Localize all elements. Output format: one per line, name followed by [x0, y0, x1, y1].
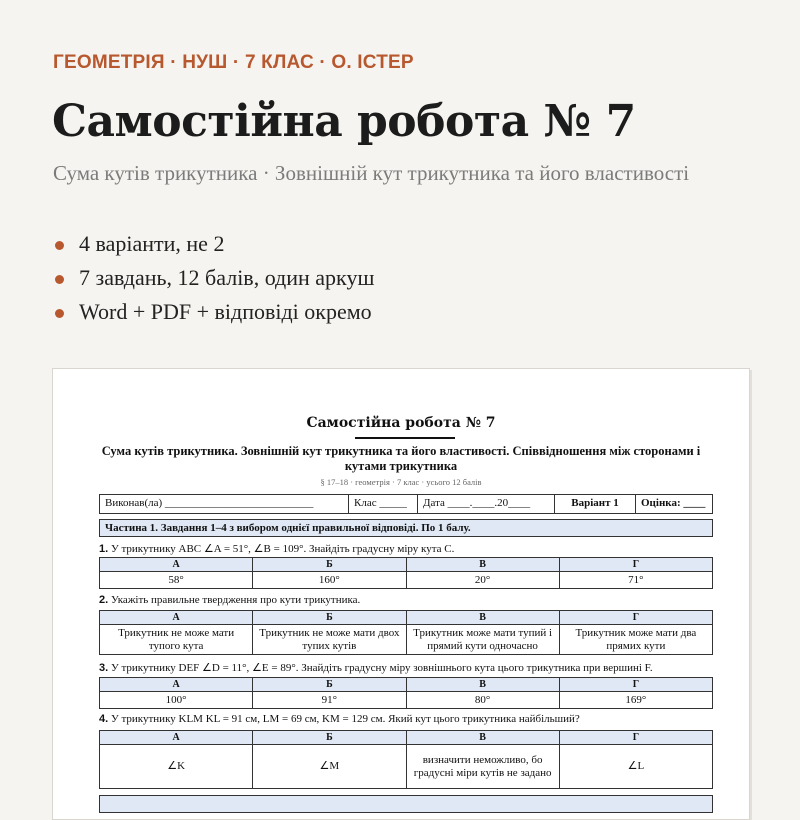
variant-field: Варіант 1: [555, 495, 636, 513]
answer-option: 58°: [100, 572, 253, 589]
option-letter: В: [406, 678, 559, 692]
class-field: Клас _____: [349, 495, 418, 513]
feature-item: [53, 231, 374, 265]
option-letter: А: [100, 678, 253, 692]
grade-field: Оцінка: ____: [641, 497, 706, 509]
worksheet-meta: § 17–18 · геометрія · 7 клас · усього 12 балів: [320, 477, 482, 487]
question-text: У трикутнику ABC ∠A = 51°, ∠B = 109°. Знайдіть градусну міру кута C.: [110, 543, 455, 555]
option-letter: В: [406, 611, 559, 625]
answer-option: ∠M: [253, 745, 406, 789]
question-2: [99, 594, 711, 606]
page-title: Самостійна робота № 7: [52, 96, 636, 147]
answer-option: Трикутник не може мати тупого кута: [100, 625, 253, 655]
option-letter: Б: [253, 731, 406, 745]
question-number: 2.: [99, 594, 109, 606]
question-number: 4.: [99, 713, 109, 725]
answer-option: визначити неможливо, бо градусні міри кутів не задано: [406, 745, 559, 789]
question-1: [99, 542, 711, 555]
option-letter: В: [406, 558, 559, 572]
answer-table-1: [99, 557, 713, 589]
question-number: 1.: [99, 543, 109, 555]
feature-item: [53, 299, 374, 333]
option-letter: Б: [253, 558, 406, 572]
option-letter: А: [100, 731, 253, 745]
option-letter: Б: [253, 678, 406, 692]
question-text: У трикутнику DEF ∠D = 11°, ∠E = 89°. Знайдіть градусну міру зовнішнього кута цього трикутника при вершині F.: [110, 662, 653, 674]
question-3: [99, 661, 711, 674]
answer-option: 100°: [100, 692, 253, 709]
feature-list: [53, 231, 374, 333]
bullet-dot-icon: [55, 309, 64, 318]
option-letter: Г: [559, 678, 712, 692]
answer-table-4: [99, 730, 713, 789]
question-4: [99, 713, 711, 725]
name-field: Виконав(ла) ___________________________: [100, 495, 349, 513]
option-letter: А: [100, 611, 253, 625]
answer-option: ∠L: [559, 745, 712, 789]
feature-text: Word + PDF + відповіді окремо: [79, 299, 372, 324]
answer-option: Трикутник не може мати двох тупих кутів: [253, 625, 406, 655]
next-part-heading: [99, 795, 713, 813]
option-letter: Г: [559, 611, 712, 625]
date-field: Дата ____.____.20____: [418, 495, 555, 513]
bullet-dot-icon: [55, 241, 64, 250]
question-text: Укажіть правильне твердження про кути трикутника.: [110, 594, 361, 606]
answer-option: ∠K: [100, 745, 253, 789]
answer-option: 20°: [406, 572, 559, 589]
part-heading: Частина 1. Завдання 1–4 з вибором однієї правильної відповіді. По 1 балу.: [99, 519, 713, 537]
feature-text: 4 варіанти, не 2: [79, 231, 225, 256]
answer-option: 80°: [406, 692, 559, 709]
answer-table-2: [99, 610, 713, 655]
option-letter: Г: [559, 731, 712, 745]
worksheet-subtitle: Сума кутів трикутника. Зовнішній кут трикутника та його властивості. Співвідношення між сторонами і кутами трикутника: [101, 444, 701, 473]
title-underline: [355, 437, 455, 439]
question-number: 3.: [99, 662, 109, 674]
option-letter: В: [406, 731, 559, 745]
answer-option: 71°: [559, 572, 712, 589]
page-subtitle: Сума кутів трикутника · Зовнішній кут трикутника та його властивості: [53, 161, 690, 185]
question-text: У трикутнику KLM KL = 91 см, LM = 69 см, KM = 129 см. Який кут цього трикутника найбільший?: [110, 713, 580, 725]
worksheet-title: Самостійна робота № 7: [306, 415, 496, 431]
bullet-dot-icon: [55, 275, 64, 284]
answer-option: 91°: [253, 692, 406, 709]
answer-option: 160°: [253, 572, 406, 589]
feature-item: [53, 265, 374, 299]
subject-eyebrow: ГЕОМЕТРІЯ · НУШ · 7 КЛАС · О. ІСТЕР: [53, 52, 414, 73]
option-letter: Б: [253, 611, 406, 625]
answer-option: Трикутник може мати два прямих кути: [559, 625, 712, 655]
answer-table-3: [99, 677, 713, 709]
option-letter: Г: [559, 558, 712, 572]
feature-text: 7 завдань, 12 балів, один аркуш: [79, 265, 375, 290]
student-info-row: [99, 494, 713, 514]
worksheet-preview: [52, 368, 750, 820]
answer-option: Трикутник може мати тупий і прямий кути одночасно: [406, 625, 559, 655]
answer-option: 169°: [559, 692, 712, 709]
option-letter: А: [100, 558, 253, 572]
